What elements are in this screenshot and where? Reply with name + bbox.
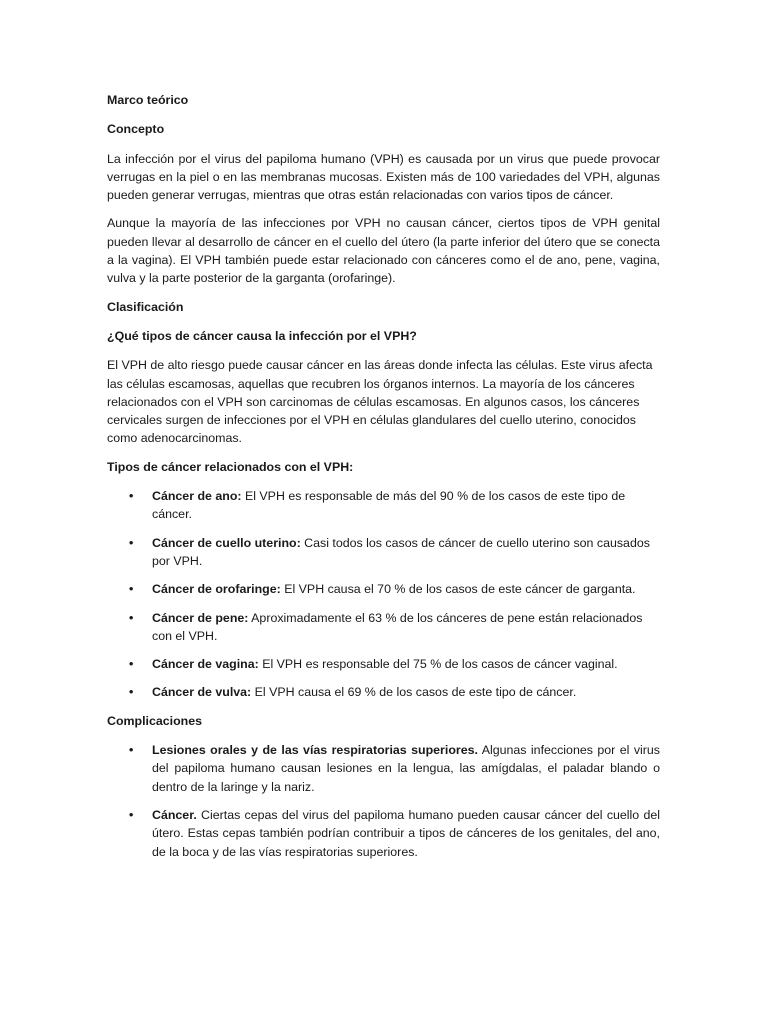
section-heading-clasificacion: Clasificación xyxy=(107,299,184,314)
paragraph-clasificacion: El VPH de alto riesgo puede causar cáncer en las áreas donde infecta las células. Este virus afecta las células escamosas, aquellas que recubren los órganos internos. La mayoría de los cánceres relacionados con el VPH son carcinomas de células escamosas. En algunos casos, los cánceres cervicales surgen de infecciones por el VPH en células glandulares del cuello uterino, conocidos como adenocarcinomas. xyxy=(107,358,653,446)
document-title: Marco teórico xyxy=(107,93,189,107)
list-item-text: El VPH es responsable de más del 90 % de los casos de este tipo de cáncer. xyxy=(152,489,626,522)
complicaciones-list xyxy=(107,741,660,861)
list-item-lead: Cáncer de ano: xyxy=(152,489,242,504)
bullet-icon: • xyxy=(129,535,134,550)
list-item xyxy=(107,655,660,673)
list-item xyxy=(107,741,660,796)
bullet-icon: • xyxy=(129,582,134,597)
list-item xyxy=(107,609,660,646)
bullet-icon: • xyxy=(129,657,134,672)
list-item-lead: Cáncer de cuello uterino: xyxy=(152,535,301,550)
list-item-lead: Lesiones orales y de las vías respiratorias superiores. xyxy=(152,743,478,758)
tipos-heading: Tipos de cáncer relacionados con el VPH: xyxy=(107,459,354,474)
list-item xyxy=(107,487,660,524)
list-item-lead: Cáncer de orofaringe: xyxy=(152,582,281,597)
list-item-text: Casi todos los casos de cáncer de cuello uterino son causados por VPH. xyxy=(152,535,650,568)
question-heading: ¿Qué tipos de cáncer causa la infección por el VPH? xyxy=(107,328,417,343)
list-item-lead: Cáncer de pene: xyxy=(152,610,249,625)
document-body xyxy=(107,91,660,871)
list-item-text: Aproximadamente el 63 % de los cánceres de pene están relacionados con el VPH. xyxy=(152,610,643,643)
list-item-text: El VPH causa el 69 % de los casos de este tipo de cáncer. xyxy=(251,685,577,700)
list-item-lead: Cáncer de vulva: xyxy=(152,685,252,700)
bullet-icon: • xyxy=(129,610,134,625)
bullet-icon: • xyxy=(129,807,134,822)
paragraph-concepto-2: Aunque la mayoría de las infecciones por VPH no causan cáncer, ciertos tipos de VPH genital pueden llevar al desarrollo de cáncer en el cuello del útero (la parte inferior del útero que se conecta a la vagina). El VPH también puede estar relacionado con cánceres como el de ano, pene, vagina, vulva y la parte posterior de la garganta (orofaringe). xyxy=(107,216,660,286)
bullet-icon: • xyxy=(129,489,134,504)
list-item xyxy=(107,806,660,861)
section-heading-concepto: Concepto xyxy=(107,122,165,137)
list-item xyxy=(107,580,660,598)
list-item-text: Ciertas cepas del virus del papiloma humano pueden causar cáncer del cuello del útero. Estas cepas también podrían contribuir a tipos de cánceres de los genitales, del ano, de la boca y de las vías respiratorias superiores. xyxy=(152,807,660,859)
list-item xyxy=(107,534,660,571)
list-item-text: El VPH causa el 70 % de los casos de este cáncer de garganta. xyxy=(280,582,636,597)
paragraph-concepto-1: La infección por el virus del papiloma humano (VPH) es causada por un virus que puede provocar verrugas en la piel o en las membranas mucosas. Existen más de 100 variedades del VPH, algunas pueden generar verrugas, mientras que otras están relacionadas con varios tipos de cáncer. xyxy=(107,151,660,203)
section-heading-complicaciones: Complicaciones xyxy=(107,713,203,728)
list-item-lead: Cáncer. xyxy=(152,807,197,822)
tipos-list xyxy=(107,487,660,702)
list-item-text: El VPH es responsable del 75 % de los casos de cáncer vaginal. xyxy=(258,657,618,672)
bullet-icon: • xyxy=(129,685,134,700)
list-item xyxy=(107,683,660,701)
list-item-text: Algunas infecciones por el virus del papiloma humano causan lesiones en la lengua, las amígdalas, el paladar blando o dentro de la laringe y la nariz. xyxy=(152,743,660,794)
list-item-lead: Cáncer de vagina: xyxy=(152,657,259,672)
bullet-icon: • xyxy=(129,743,134,758)
